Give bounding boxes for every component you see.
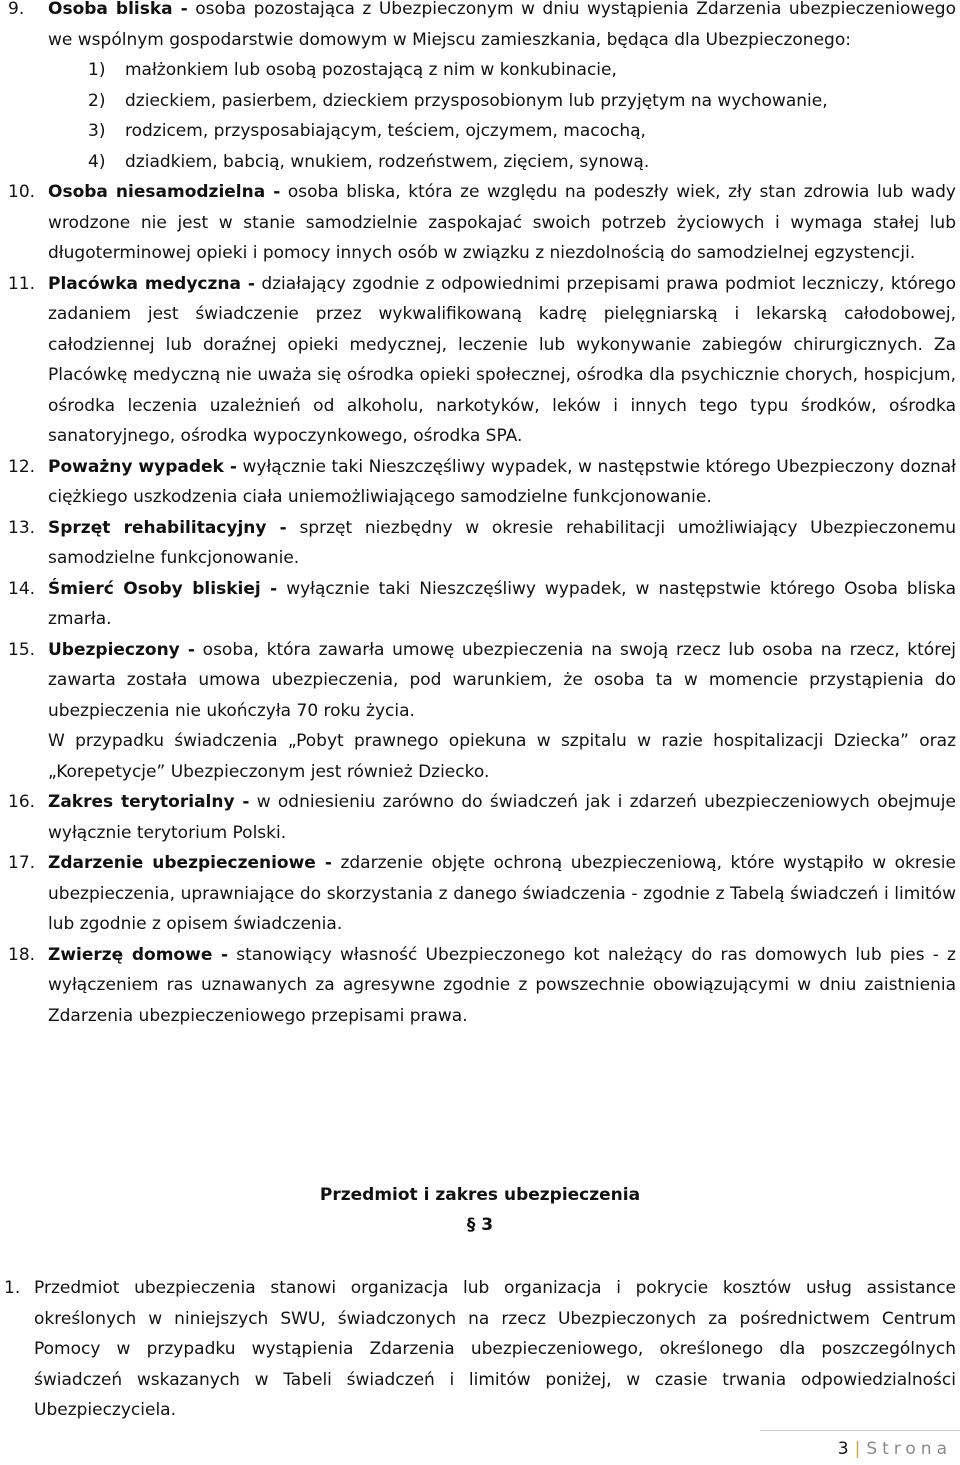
definition-item (0, 452, 960, 513)
sub-item (0, 55, 960, 86)
definition-item (0, 269, 960, 452)
definition-term: Zwierzę domowe - (48, 944, 229, 965)
footer-separator: | (854, 1439, 861, 1459)
definition-term: Poważny wypadek - (48, 456, 237, 477)
definition-text: wyłącznie taki Nieszczęśliwy wypadek, w następstwie którego Osoba bliska zmarła. (48, 578, 956, 629)
definition-text: zdarzenie objęte ochroną ubezpieczeniową, które wystąpiło w okresie ubezpieczenia, uprawniające do skorzystania z danego świadczenia - zgodnie z Tabelą świadczeń i limitów lub zgodnie z opisem świadczenia. (48, 853, 956, 934)
definition-text: osoba pozostająca z Ubezpieczonym w dniu wystąpienia Zdarzenia ubezpieczeniowego we wspólnym gospodarstwie domowym w Miejscu zamieszkania, będąca dla Ubezpieczonego: (48, 0, 956, 50)
definition-text: osoba, która zawarła umowę ubezpieczenia na swoją rzecz lub osoba na rzecz, której zawarta została umowa ubezpieczenia, pod warunkiem, że osoba ta w momencie przystąpienia do ubezpieczenia nie ukończyła 70 roku życia. (48, 639, 957, 721)
item-number: 16. (8, 792, 36, 812)
sub-item-number: 4) (88, 151, 106, 172)
item-number: 10. (8, 182, 36, 202)
definition-text: stanowiący własność Ubezpieczonego kot należący do ras domowych lub pies - z wyłączeniem ras uznawanych za agresywne zgodnie z powszechnie obowiązującymi w dniu zaistnienia Zdarzenia ubezpieczeniowego przepisami prawa. (48, 944, 956, 1026)
definition-item (0, 0, 960, 55)
sub-item (0, 147, 960, 178)
page-footer (838, 1434, 952, 1465)
definition-item (0, 574, 960, 635)
definition-item (0, 940, 960, 1032)
definition-term: Zdarzenie ubezpieczeniowe - (48, 853, 332, 873)
definition-text: osoba bliska, która ze względu na podeszły wiek, zły stan zdrowia lub wady wrodzone nie jest w stanie samodzielnie zaspokajać swoich potrzeb życiowych i wymaga stałej lub długoterminowej opieki i pomocy innych osób w związku z niezdolnością do samodzielnej egzystencji. (48, 182, 956, 263)
section-title: Przedmiot i zakres ubezpieczenia (319, 1185, 641, 1205)
sub-item-number: 2) (88, 90, 106, 111)
definition-term: Ubezpieczony - (48, 639, 195, 660)
definition-item (0, 635, 960, 788)
section-item (0, 1273, 960, 1426)
item-number: 13. (8, 517, 36, 538)
footer-divider (760, 1430, 960, 1431)
page-label: Strona (866, 1439, 952, 1459)
item-number: 14. (8, 578, 36, 599)
definition-item (0, 787, 960, 848)
item-number: 17. (8, 853, 36, 873)
definition-text: wyłącznie taki Nieszczęśliwy wypadek, w następstwie którego Ubezpieczony doznał ciężkiego uszkodzenia ciała uniemożliwiającego samodzielne funkcjonowanie. (48, 456, 957, 507)
definition-term: Placówka medyczna - (48, 273, 255, 294)
definition-item (0, 848, 960, 940)
definition-extra-text: W przypadku świadczenia „Pobyt prawnego opiekuna w szpitalu w razie hospitalizacji Dziecka” oraz „Korepetycje” Ubezpieczonym jest również Dziecko. (48, 731, 956, 782)
definition-term: Śmierć Osoby bliskiej - (48, 578, 278, 599)
item-number: 18. (8, 944, 36, 965)
definition-term: Zakres terytorialny - (48, 792, 250, 812)
section-paragraph-number: § 3 (466, 1215, 494, 1235)
sub-item (0, 86, 960, 117)
definition-text: sprzęt niezbędny w okresie rehabilitacji umożliwiający Ubezpieczonemu samodzielne funkcjonowanie. (48, 517, 956, 568)
item-number: 1. (4, 1278, 21, 1298)
item-number: 9. (8, 0, 25, 19)
sub-item-number: 1) (88, 60, 106, 80)
item-number: 15. (8, 639, 36, 660)
section-body (0, 1273, 960, 1426)
sub-item-text: dzieckiem, pasierbem, dzieckiem przysposobionym lub przyjętym na wychowanie, (125, 90, 828, 111)
sub-item-text: rodzicem, przysposabiającym, teściem, ojczymem, macochą, (125, 121, 646, 141)
sub-item-number: 3) (88, 121, 106, 141)
sub-item-text: małżonkiem lub osobą pozostającą z nim w konkubinacie, (125, 60, 617, 80)
item-number: 11. (8, 273, 36, 294)
definition-item (0, 177, 960, 269)
definition-item (0, 513, 960, 574)
definition-term: Sprzęt rehabilitacyjny - (48, 517, 287, 538)
section-item-text: Przedmiot ubezpieczenia stanowi organizacja lub organizacja i pokrycie kosztów usług assistance określonych w niniejszych SWU, świadczonych na rzecz Ubezpieczonych za pośrednictwem Centrum Pomocy w przypadku wystąpienia Zdarzenia ubezpieczeniowego, określonego dla poszczególnych świadczeń wskazanych w Tabeli świadczeń i limitów poniżej, w czasie trwania odpowiedzialności Ubezpieczyciela. (34, 1278, 956, 1420)
sub-item-text: dziadkiem, babcią, wnukiem, rodzeństwem, zięciem, synową. (125, 151, 650, 172)
page-number: 3 (837, 1439, 849, 1459)
item-number: 12. (8, 456, 36, 477)
definition-term: Osoba bliska - (48, 0, 188, 19)
definition-term: Osoba niesamodzielna - (48, 182, 281, 202)
sub-item (0, 116, 960, 147)
definition-text: w odniesieniu zarówno do świadczeń jak i zdarzeń ubezpieczeniowych obejmuje wyłącznie terytorium Polski. (48, 792, 956, 843)
definition-text: działający zgodnie z odpowiednimi przepisami prawa podmiot leczniczy, którego zadaniem jest świadczenie przez wykwalifikowaną kadrę pielęgniarską i lekarską całodobowej, całodziennej lub doraźnej opieki medycznej, leczenie lub wykonywanie zabiegów chirurgicznych. Za Placówkę medyczną nie uważa się ośrodka opieki społecznej, ośrodka dla psychicznie chorych, hospicjum, ośrodka leczenia uzależnień od alkoholu, narkotyków, leków i innych tego typu środków, ośrodka sanatoryjnego, ośrodka wypoczynkowego, ośrodka SPA. (48, 273, 956, 446)
